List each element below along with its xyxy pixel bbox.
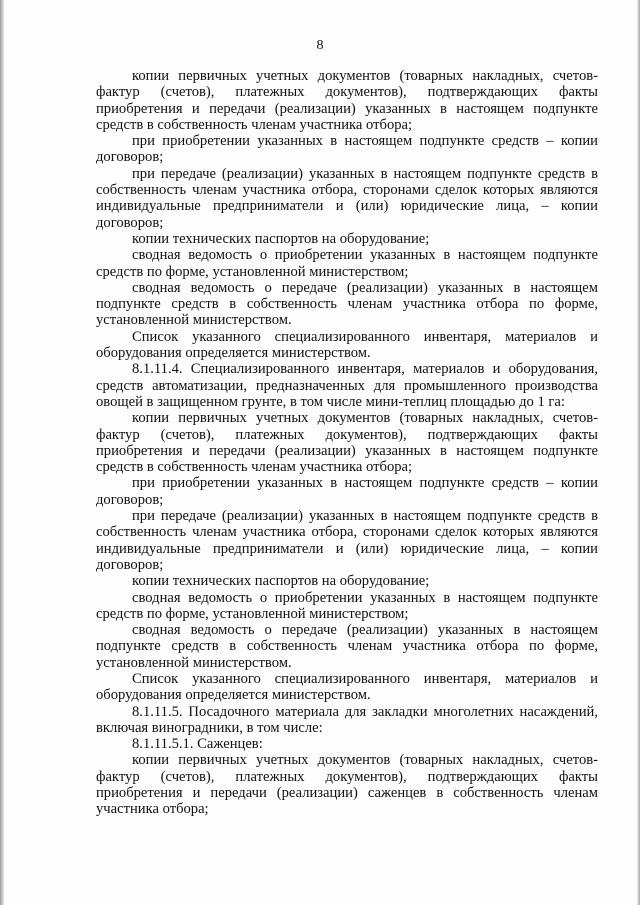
paragraph: сводная ведомость о передаче (реализации) указанных в настоящем подпункте средств в собственность членам участника отбора по форме, установленной министерством.: [96, 622, 598, 671]
paragraph: при передаче (реализации) указанных в настоящем подпункте средств в собственность членам участника отбора, сторонами сделок которых являются индивидуальные предприниматели и (или) юридические лица, – копии договоров;: [96, 508, 598, 573]
paragraph: сводная ведомость о приобретении указанных в настоящем подпункте средств по форме, установленной министерством;: [96, 589, 598, 622]
page-number: 8: [316, 38, 324, 53]
paragraph: при приобретении указанных в настоящем подпункте средств – копии договоров;: [96, 133, 598, 166]
scan-edge-left: [0, 0, 4, 905]
paragraph: при передаче (реализации) указанных в настоящем подпункте средств в собственность членам участника отбора, сторонами сделок которых являются индивидуальные предприниматели и (или) юридические лица, – копии договоров;: [96, 165, 598, 231]
paragraph: копии технических паспортов на оборудование;: [132, 573, 430, 590]
paragraph: Список указанного специализированного инвентаря, материалов и оборудования определяется министерством.: [96, 670, 598, 704]
paragraph: сводная ведомость о приобретении указанных в настоящем подпункте средств по форме, установленной министерством;: [96, 247, 598, 280]
section-heading-8-1-11-5: 8.1.11.5. Посадочного материала для закладки многолетних насаждений, включая виноградники, в том числе:: [96, 703, 598, 736]
document-body: [96, 68, 598, 818]
paragraph: копии технических паспортов на оборудование;: [132, 230, 430, 247]
paragraph: копии первичных учетных документов (товарных накладных, счетов-фактур (счетов), платежных документов), подтверждающих факты приобретения и передачи (реализации) саженцев в собственность членам участника отбора;: [96, 752, 598, 818]
paragraph: сводная ведомость о передаче (реализации) указанных в настоящем подпункте средств в собственность членам участника отбора по форме, установленной министерством.: [96, 279, 598, 329]
paragraph: копии первичных учетных документов (товарных накладных, счетов-фактур (счетов), платежных документов), подтверждающих факты приобретения и передачи (реализации) указанных в настоящем подпункте средств в собственность членам участника отбора;: [96, 68, 598, 133]
section-heading-8-1-11-4: 8.1.11.4. Специализированного инвентаря, материалов и оборудования, средств автоматизации, предназначенных для промышленного производства овощей в защищенном грунте, в том числе мини-теплиц площадью до 1 га:: [96, 361, 598, 410]
paragraph: при приобретении указанных в настоящем подпункте средств – копии договоров;: [96, 475, 598, 508]
paragraph: Список указанного специализированного инвентаря, материалов и оборудования определяется министерством.: [96, 328, 598, 362]
section-heading-8-1-11-5-1: 8.1.11.5.1. Саженцев:: [132, 736, 263, 753]
paragraph: копии первичных учетных документов (товарных накладных, счетов-фактур (счетов), платежных документов), подтверждающих факты приобретения и передачи (реализации) указанных в настоящем подпункте средств в собственность членам участника отбора;: [96, 410, 598, 476]
